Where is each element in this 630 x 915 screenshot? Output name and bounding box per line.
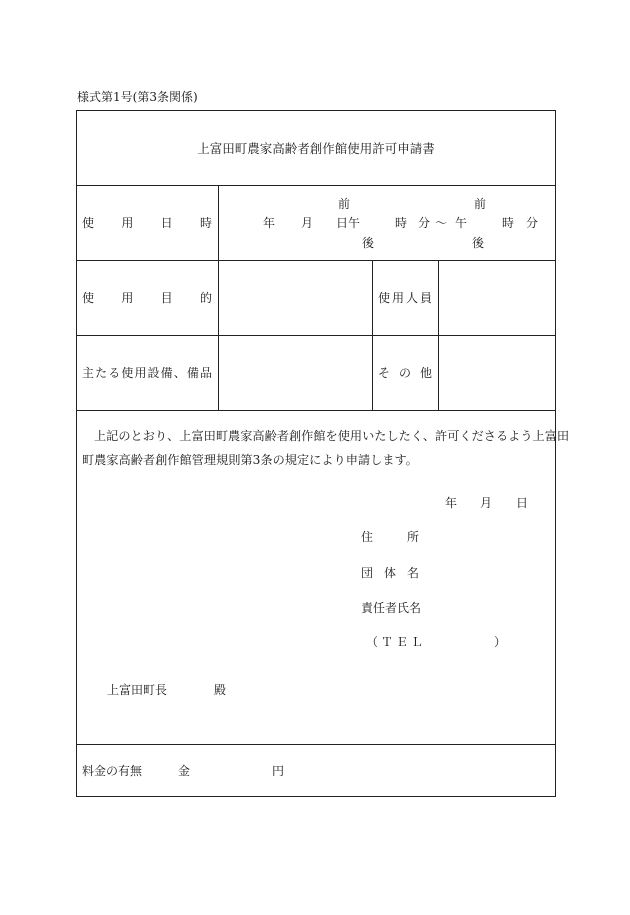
signature-month: 月 (480, 496, 493, 510)
sublabel-column-left-divider (372, 260, 373, 410)
start-hour: 時 (395, 216, 408, 230)
start-am-mark: 前 (338, 197, 351, 211)
start-minute: 分 (418, 216, 431, 230)
end-noon-mark: 午 (455, 216, 468, 230)
usage-datetime-label: 使 用 日 時 (82, 216, 212, 230)
people-label: 使 用 人 員 (378, 291, 432, 305)
fee-unit: 円 (272, 764, 285, 778)
people-field[interactable] (444, 270, 550, 328)
organization-label: 団 体 名 (361, 566, 419, 580)
equipment-field[interactable] (224, 345, 364, 403)
declaration-line-1: 上記のとおり、上富田町農家高齢者創作館を使用いたしたく、許可くださるよう上富田 (94, 429, 570, 443)
label-column-divider (218, 185, 219, 410)
addressee-name: 上富田町長 (107, 683, 168, 697)
usage-month: 月 (301, 216, 314, 230)
purpose-field[interactable] (224, 270, 364, 328)
usage-day: 日 (336, 216, 349, 230)
tel-close: ） (494, 635, 507, 649)
signature-day: 日 (516, 496, 529, 510)
range-separator: ～ (435, 216, 448, 230)
start-noon-mark: 午 (348, 216, 361, 230)
fee-amount-label: 金 (178, 764, 191, 778)
separator-fee (76, 744, 556, 745)
declaration-line-2: 町農家高齢者創作館管理規則第3条の規定により申請します。 (82, 453, 418, 467)
signature-year: 年 (445, 496, 458, 510)
purpose-label: 使 用 目 的 (82, 291, 212, 305)
fee-label: 料金の有無 (82, 764, 143, 778)
other-field[interactable] (444, 345, 550, 403)
tel-open: （ＴＥＬ (366, 635, 427, 649)
separator-datetime (76, 260, 556, 261)
other-label: そ の 他 (378, 366, 432, 380)
representative-label: 責任者氏名 (361, 601, 422, 615)
separator-title (76, 185, 556, 186)
equipment-label: 主 た る 使 用 設 備 、 備 品 (82, 366, 212, 380)
end-hour: 時 (502, 216, 515, 230)
form-title: 上富田町農家高齢者創作館使用許可申請書 (197, 141, 435, 156)
declaration-text (82, 424, 570, 472)
usage-year: 年 (263, 216, 276, 230)
end-minute: 分 (526, 216, 539, 230)
start-pm-mark: 後 (362, 236, 375, 250)
separator-purpose (76, 335, 556, 336)
end-am-mark: 前 (474, 197, 487, 211)
form-number: 様式第1号(第3条関係) (77, 90, 198, 104)
address-label: 住 所 (361, 530, 419, 544)
end-pm-mark: 後 (472, 236, 485, 250)
separator-equipment (76, 410, 556, 411)
sublabel-column-right-divider (438, 260, 439, 410)
addressee-honorific: 殿 (214, 683, 227, 697)
